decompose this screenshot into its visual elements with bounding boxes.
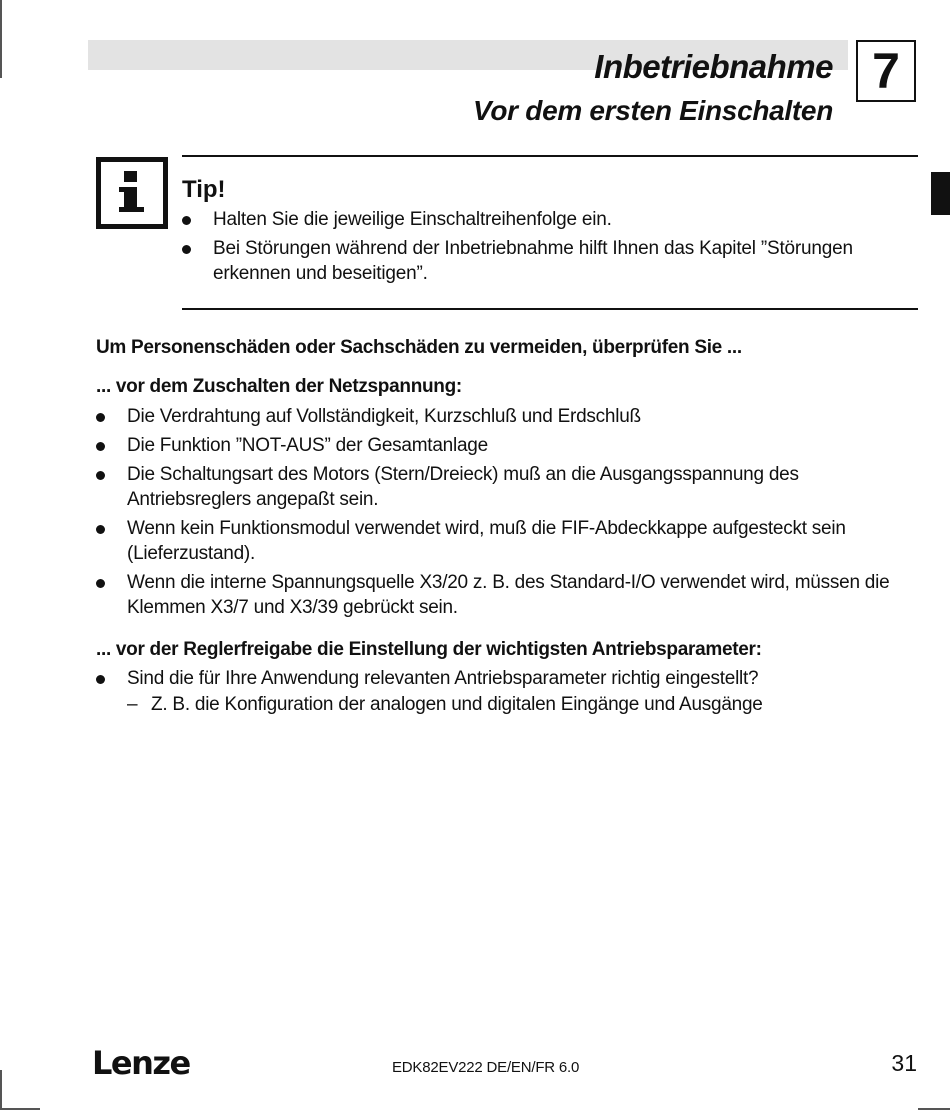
tip-heading: Tip! (182, 176, 226, 203)
section1-list (96, 404, 916, 624)
list-item (96, 666, 916, 691)
chapter-number: 7 (872, 43, 900, 99)
list-item-text: Die Funktion ”NOT-AUS” der Gesamtanlage (127, 435, 488, 456)
list-item (96, 462, 827, 512)
chapter-title: Inbetriebnahme (594, 48, 833, 85)
list-item (182, 207, 882, 232)
bullet-icon (96, 675, 105, 684)
crop-mark (0, 1070, 2, 1110)
bullet-icon (96, 525, 105, 534)
list-item-text: Wenn kein Funktionsmodul verwendet wird, muß die FIF-Abdeckkappe aufgesteckt sein (Lieferzustand). (127, 518, 846, 564)
list-item-text: Sind die für Ihre Anwendung relevanten Antriebsparameter richtig eingestellt? (127, 668, 759, 689)
list-item (96, 433, 916, 458)
tip-list (182, 207, 882, 290)
intro-text: Um Personenschäden oder Sachschäden zu vermeiden, überprüfen Sie ... (96, 337, 742, 358)
chapter-subtitle: Vor dem ersten Einschalten (473, 95, 833, 126)
section-heading: ... vor dem Zuschalten der Netzspannung: (96, 376, 462, 397)
bullet-icon (182, 245, 191, 254)
bullet-icon (96, 579, 105, 588)
section-heading: ... vor der Reglerfreigabe die Einstellung der wichtigsten Antriebsparameter: (96, 639, 762, 660)
list-item (96, 570, 942, 620)
tip-bottom-rule (182, 308, 918, 310)
list-item-text: Wenn die interne Spannungsquelle X3/20 z. B. des Standard-I/O verwendet wird, müssen die Klemmen X3/7 und X3/39 gebrückt sein. (127, 572, 890, 618)
chapter-tab-marker (931, 172, 950, 215)
sub-list-item (127, 694, 763, 716)
list-item-text: Die Schaltungsart des Motors (Stern/Dreieck) muß an die Ausgangsspannung des Antriebsreglers angepaßt sein. (127, 464, 799, 510)
list-item (96, 516, 887, 566)
bullet-icon (96, 471, 105, 480)
document-code: EDK82EV222 DE/EN/FR 6.0 (392, 1059, 580, 1076)
section2-list (96, 666, 916, 695)
lenze-logo: Lenze (92, 1044, 190, 1082)
bullet-icon (96, 413, 105, 422)
tip-item-text: Bei Störungen während der Inbetriebnahme hilft Ihnen das Kapitel ”Störungen erkennen und beseitigen”. (213, 238, 853, 284)
crop-mark (0, 0, 2, 78)
chapter-number-box (856, 40, 916, 102)
list-item-text: Die Verdrahtung auf Vollständigkeit, Kurzschluß und Erdschluß (127, 406, 641, 427)
bullet-icon (182, 216, 191, 225)
sub-list-item-text: Z. B. die Konfiguration der analogen und digitalen Eingänge und Ausgänge (151, 694, 763, 715)
info-icon (96, 157, 168, 229)
list-item (96, 404, 916, 429)
page-number: 31 (891, 1050, 917, 1076)
tip-item-text: Halten Sie die jeweilige Einschaltreihenfolge ein. (213, 209, 612, 230)
dash-marker: – (127, 694, 138, 715)
list-item (182, 236, 873, 286)
bullet-icon (96, 442, 105, 451)
tip-top-rule (182, 155, 918, 157)
